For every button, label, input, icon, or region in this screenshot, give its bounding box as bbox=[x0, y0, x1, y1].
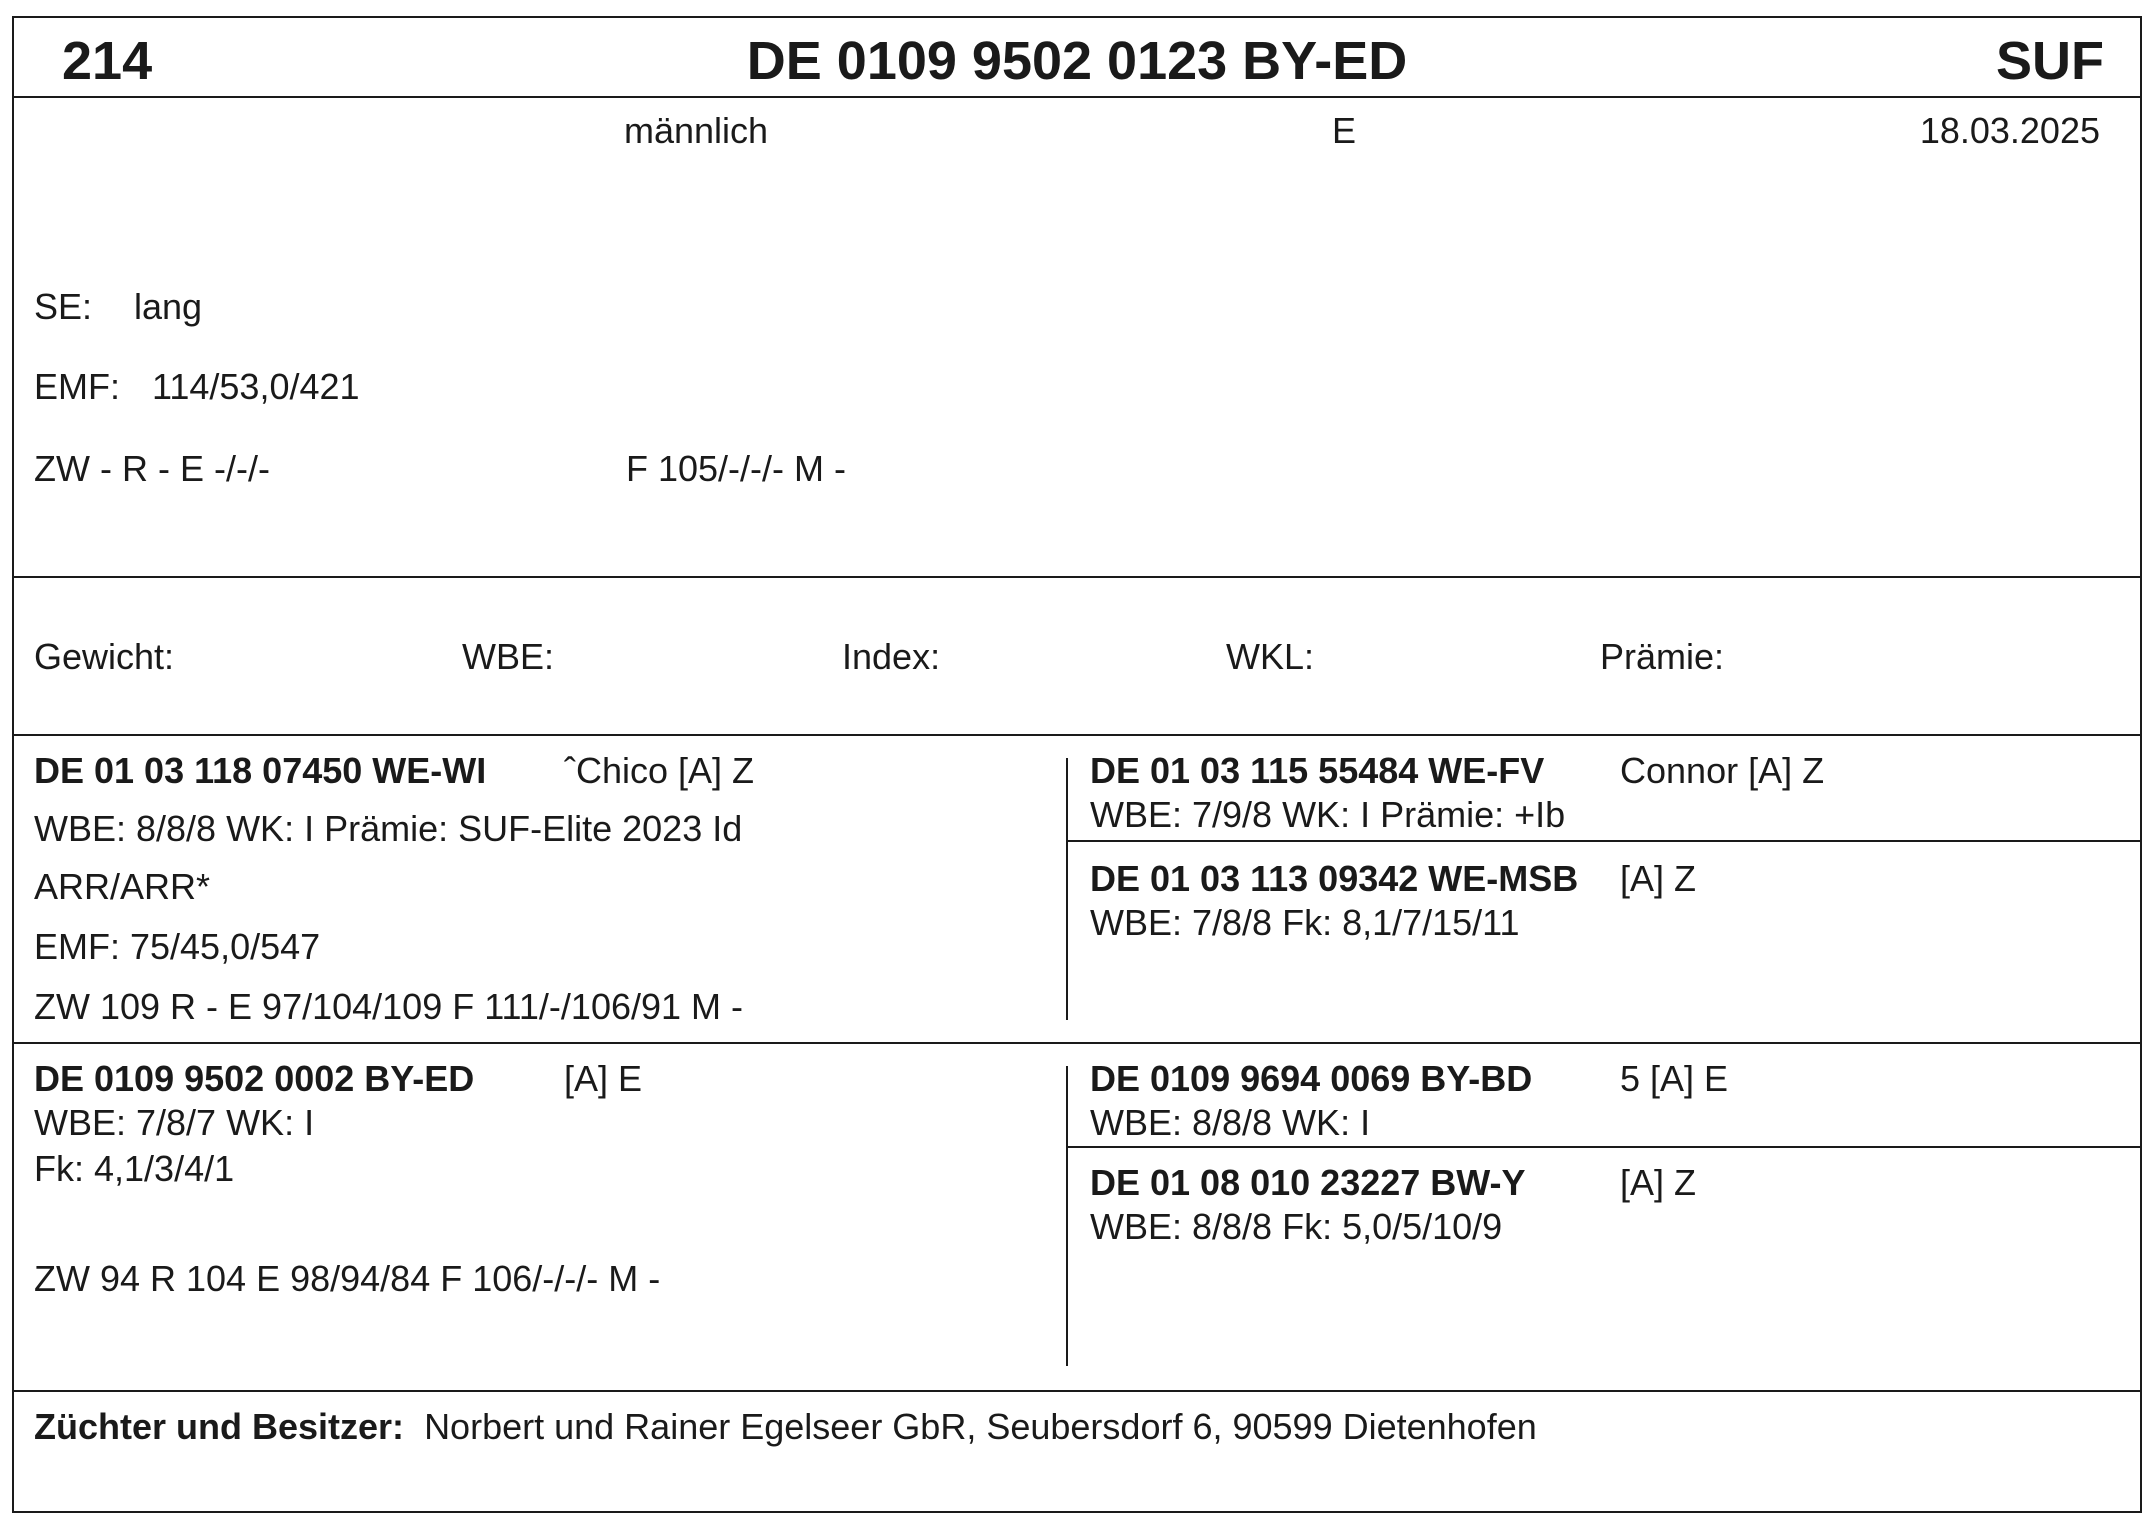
catalog-card bbox=[12, 16, 2142, 1513]
sire-sire-name: Connor [A] Z bbox=[1620, 750, 1825, 791]
breeder-owner-value: Norbert und Rainer Egelseer GbR, Seubersdorf 6, 90599 Dietenhofen bbox=[424, 1406, 1537, 1447]
divider bbox=[14, 1390, 2140, 1392]
class-code: E bbox=[1332, 110, 1357, 151]
dam-sire-line-1: WBE: 8/8/8 WK: I bbox=[1090, 1102, 1371, 1143]
zw-values: ZW - R - E -/-/- bbox=[34, 448, 270, 489]
column-divider bbox=[1066, 1066, 1068, 1366]
catalog-number: 214 bbox=[62, 31, 153, 91]
f-values: F 105/-/-/- M - bbox=[626, 448, 847, 489]
dam-dam-name: [A] Z bbox=[1620, 1162, 1697, 1203]
gewicht-label: Gewicht: bbox=[34, 636, 175, 677]
sire-line-3: EMF: 75/45,0/547 bbox=[34, 926, 321, 967]
birth-date: 18.03.2025 bbox=[1919, 110, 2100, 151]
dam-name: [A] E bbox=[564, 1058, 643, 1099]
wbe-label: WBE: bbox=[462, 636, 555, 677]
breeder-owner-label: Züchter und Besitzer: bbox=[34, 1406, 405, 1447]
sire-id: DE 01 03 118 07450 WE-WI bbox=[34, 750, 487, 791]
sire-dam-id: DE 01 03 113 09342 WE-MSB bbox=[1090, 858, 1579, 899]
breeder-owner bbox=[34, 1406, 1537, 1448]
sire-line-2: ARR/ARR* bbox=[34, 866, 211, 907]
sire-sire-id: DE 01 03 115 55484 WE-FV bbox=[1090, 750, 1545, 791]
praemie-label: Prämie: bbox=[1600, 636, 1725, 677]
emf-label: EMF: bbox=[34, 366, 120, 407]
breed-code: SUF bbox=[1996, 31, 2104, 91]
dam-line-3: ZW 94 R 104 E 98/94/84 F 106/-/-/- M - bbox=[34, 1258, 661, 1299]
divider bbox=[14, 1042, 2140, 1044]
dam-dam-line-1: WBE: 8/8/8 Fk: 5,0/5/10/9 bbox=[1090, 1206, 1503, 1247]
column-divider bbox=[1066, 758, 1068, 1020]
wkl-label: WKL: bbox=[1226, 636, 1315, 677]
divider bbox=[14, 96, 2140, 98]
se-label: SE: bbox=[34, 286, 93, 327]
sire-sire-line-1: WBE: 7/9/8 WK: I Prämie: +Ib bbox=[1090, 794, 1566, 835]
dam-sire-name: 5 [A] E bbox=[1620, 1058, 1729, 1099]
divider bbox=[1068, 840, 2140, 842]
index-label: Index: bbox=[842, 636, 941, 677]
sex: männlich bbox=[624, 110, 769, 151]
divider bbox=[1068, 1146, 2140, 1148]
dam-line-1: WBE: 7/8/7 WK: I bbox=[34, 1102, 315, 1143]
sire-dam-name: [A] Z bbox=[1620, 858, 1697, 899]
sire-line-4: ZW 109 R - E 97/104/109 F 111/-/106/91 M - bbox=[34, 986, 744, 1027]
dam-sire-id: DE 0109 9694 0069 BY-BD bbox=[1090, 1058, 1533, 1099]
animal-id: DE 0109 9502 0123 BY-ED bbox=[746, 31, 1408, 91]
se-value: lang bbox=[134, 286, 203, 327]
sire-line-1: WBE: 8/8/8 WK: I Prämie: SUF-Elite 2023 Id bbox=[34, 808, 743, 849]
dam-dam-id: DE 01 08 010 23227 BW-Y bbox=[1090, 1162, 1526, 1203]
emf-value: 114/53,0/421 bbox=[152, 366, 360, 407]
dam-id: DE 0109 9502 0002 BY-ED bbox=[34, 1058, 475, 1099]
sire-dam-line-1: WBE: 7/8/8 Fk: 8,1/7/15/11 bbox=[1090, 902, 1520, 943]
sire-name: ˆChico [A] Z bbox=[564, 750, 755, 791]
divider bbox=[14, 734, 2140, 736]
divider bbox=[14, 576, 2140, 578]
dam-line-2: Fk: 4,1/3/4/1 bbox=[34, 1148, 235, 1189]
